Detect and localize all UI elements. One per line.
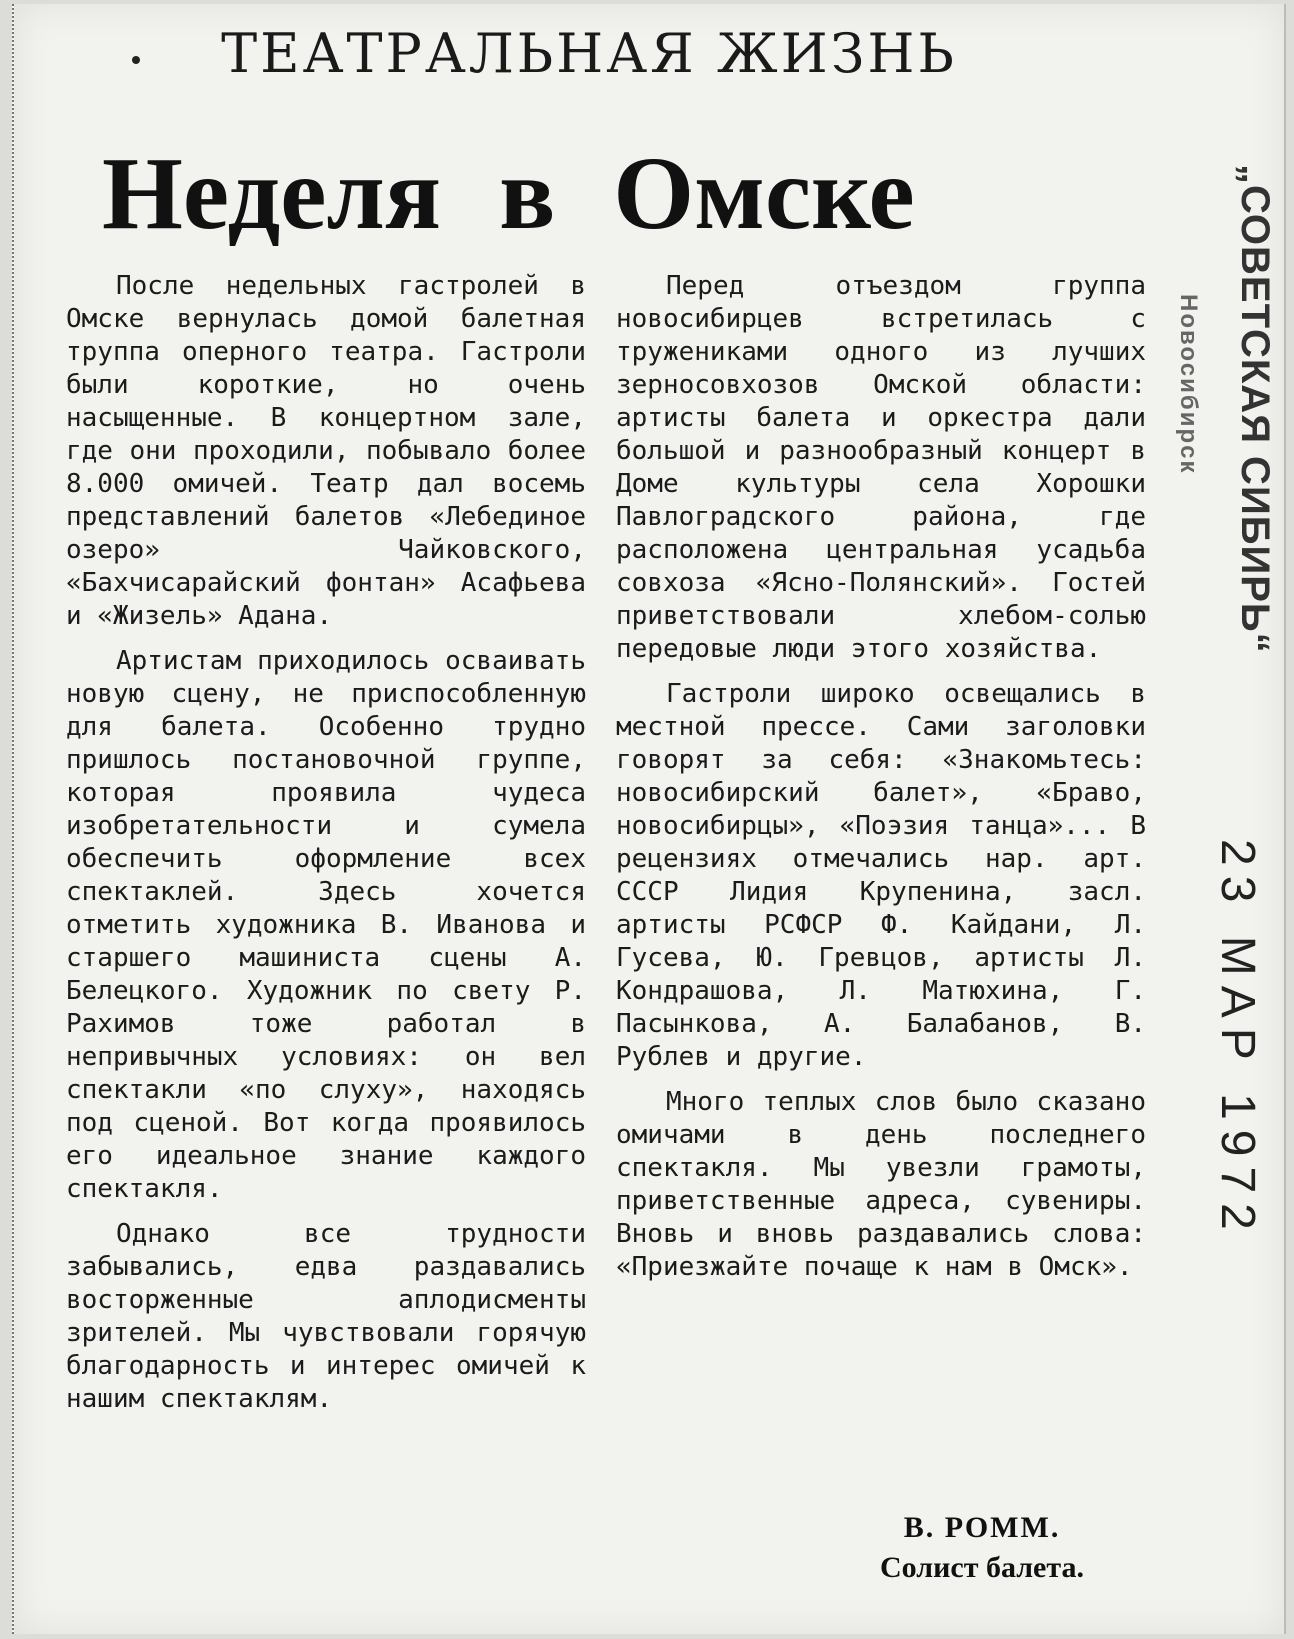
stamp-newspaper-name: „СОВЕТСКАЯ СИБИРЬ“: [1233, 164, 1277, 654]
stamp-date: 23 МАР 1972: [1211, 839, 1264, 1240]
article-column-right: [616, 270, 1146, 1296]
article-column-left: [66, 270, 586, 1428]
author-name: В. РОММ.: [903, 1511, 1061, 1544]
paragraph: Перед отъездом группа новосибирцев встретилась с тружениками одного из лучших зерносовхозов Омской области: артисты балета и оркестра дали большой и разнообразный концерт в Доме культуры села Хорошки Павлоградского района, где расположена центральная усадьба совхоза «Ясно-Полянский». Гостей приветствовали хлебом-солью передовые люди этого хозяйства.: [616, 271, 1146, 664]
newspaper-clipping: [12, 4, 1286, 1634]
section-rubric: ТЕАТРАЛЬНАЯ ЖИЗНЬ: [221, 22, 957, 85]
article-headline: Неделя в Омске: [102, 136, 915, 251]
paragraph: Гастроли широко освещались в местной прессе. Сами заголовки говорят за себя: «Знакомьтесь: новосибирский балет», «Браво, новосибирцы», «Поэзия танца»... В рецензиях отмечались нар. арт. СССР Лидия Крупенина, засл. артисты РСФСР Ф. Кайдани, Л. Гусева, Ю. Гревцов, артисты Л. Кондрашова, Л. Матюхина, Г. Пасынкова, А. Балабанов, В. Рублев и другие.: [616, 679, 1146, 1072]
stamp-city: Новосибирск: [1175, 294, 1202, 475]
paragraph: Много теплых слов было сказано омичами в день последнего спектакля. Мы увезли грамоты, приветственные адреса, сувениры. Вновь и вновь раздавались слова: «Приезжайте почаще к нам в Омск».: [616, 1087, 1146, 1282]
paragraph: После недельных гастролей в Омске вернулась домой балетная труппа оперного театра. Гастроли были короткие, но очень насыщенные. В концертном зале, где они проходили, побывало более 8.000 омичей. Театр дал восемь представлений балетов «Лебединое озеро» Чайковского, «Бахчисарайский фонтан» Асафьева и «Жизель» Адана.: [66, 271, 586, 631]
paragraph: Артистам приходилось осваивать новую сцену, не приспособленную для балета. Особенно трудно пришлось постановочной группе, которая проявила чудеса изобретательности и сумела обеспечить оформление всех спектаклей. Здесь хочется отметить художника В. Иванова и старшего машиниста сцены А. Белецкого. Художник по свету Р. Рахимов тоже работал в непривычных условиях: он вел спектакли «по слуху», находясь под сценой. Вот когда проявилось его идеальное знание каждого спектакля.: [66, 646, 586, 1204]
author-title: Солист балета.: [880, 1551, 1084, 1584]
paragraph: Однако все трудности забывались, едва раздавались восторженные аплодисменты зрителей. Мы чувствовали горячую благодарность и интерес омичей к нашим спектаклям.: [66, 1219, 586, 1414]
author-signature: [832, 1508, 1132, 1588]
